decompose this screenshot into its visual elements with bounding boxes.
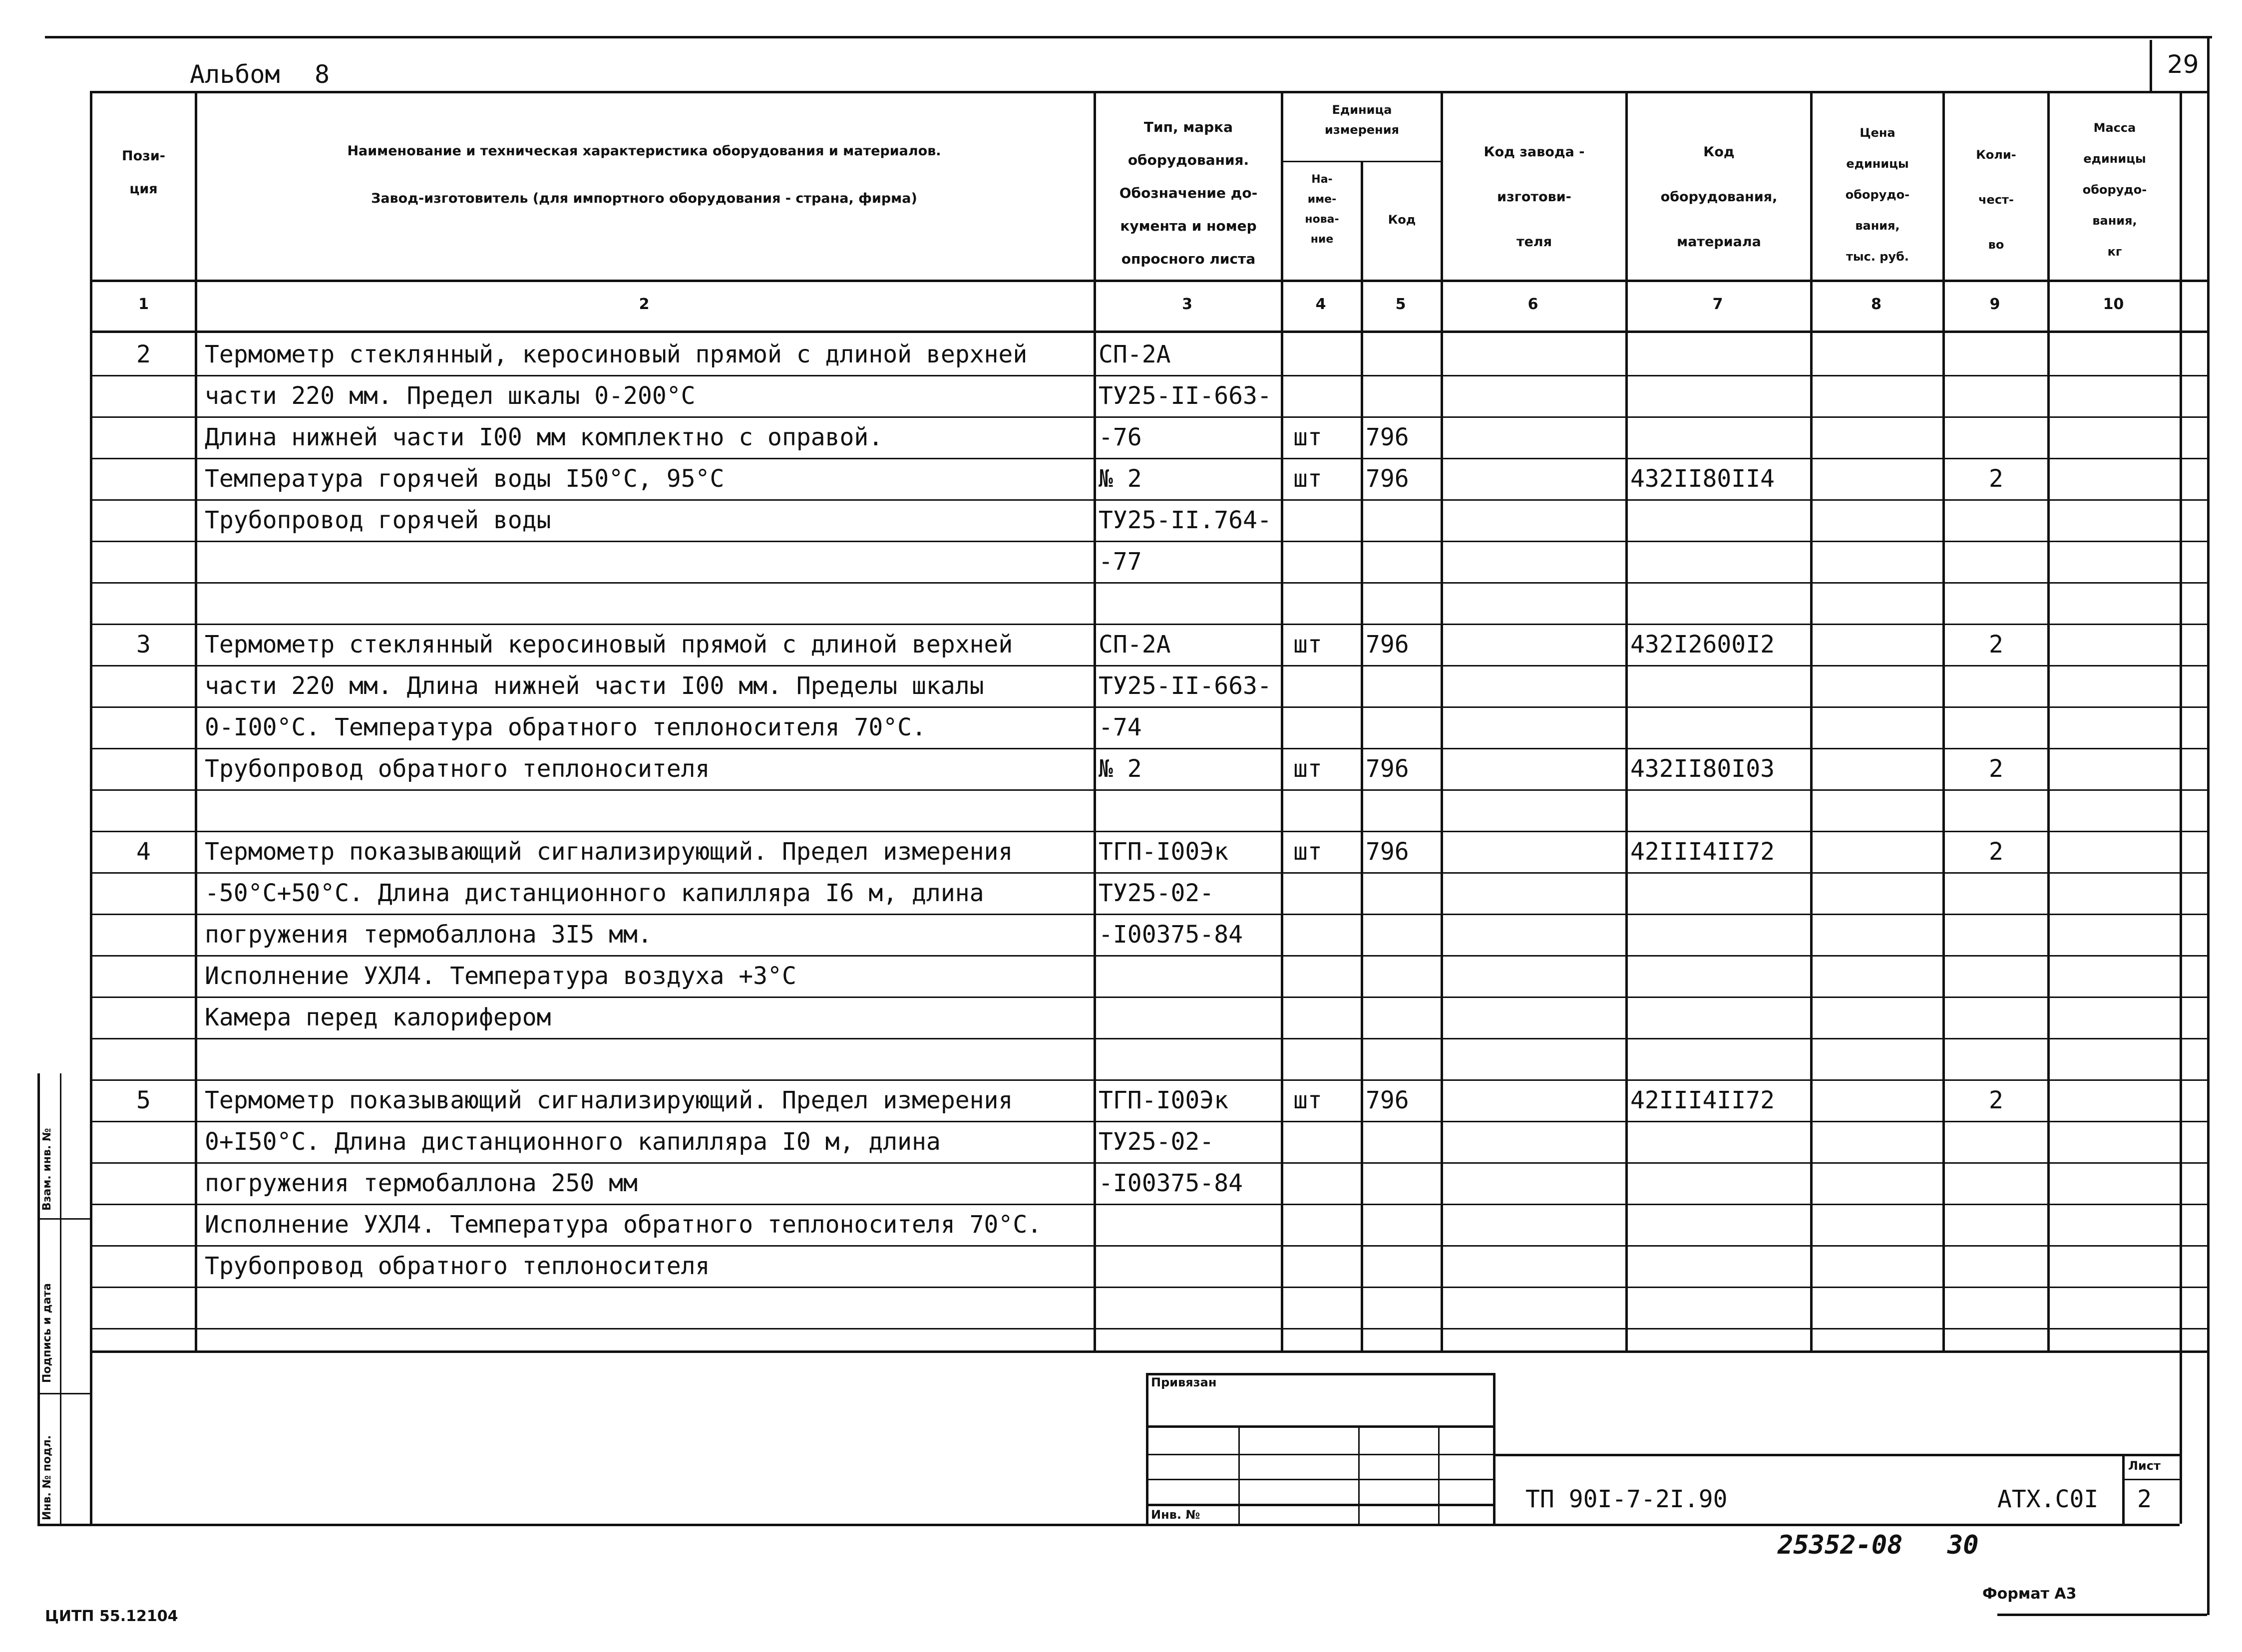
cell-name: 0-I00°С. Температура обратного теплоносителя 70°С. [205, 713, 926, 741]
row-separator [90, 624, 2207, 625]
format-label: Формат А3 [1982, 1585, 2077, 1603]
side-strip-div1 [37, 1393, 90, 1394]
row-separator [90, 541, 2207, 542]
row-separator [90, 1328, 2207, 1329]
cell-unit: шт [1293, 1086, 1322, 1114]
archive-number: 25352-08 [1778, 1530, 1903, 1560]
col-line-4 [1361, 161, 1363, 1351]
cell-name: Трубопровод обратного теплоносителя [205, 1252, 710, 1280]
side-label-vzam: Взам. инв. № [41, 1128, 53, 1211]
sheet-number-box-left [2150, 40, 2152, 92]
cell-type: № 2 [1099, 755, 1142, 783]
cell-qty: 2 [1989, 1086, 2003, 1114]
cell-name: части 220 мм. Предел шкалы 0-200°С [205, 382, 696, 410]
cell-type: ТГП-I00Эк [1099, 1086, 1229, 1114]
cell-equip: 432II80II4 [1630, 465, 1775, 493]
stamp-left [1146, 1373, 1148, 1524]
cell-name: Термометр показывающий сигнализирующий. Предел измерения [205, 1086, 1013, 1114]
cell-name: 0+I50°С. Длина дистанционного капилляра I0 м, длина [205, 1128, 941, 1156]
cell-name: -50°С+50°С. Длина дистанционного капилляра I6 м, длина [205, 879, 984, 907]
col6-header: Код завода - изготови- теля [1484, 144, 1585, 250]
row-separator [90, 996, 2207, 998]
cell-qty: 2 [1989, 838, 2003, 866]
org-code: ЦИТП 55.12104 [45, 1608, 178, 1625]
cell-equip: 42III4II72 [1630, 838, 1775, 866]
list-box-divider [2122, 1479, 2180, 1480]
row-separator [90, 1038, 2207, 1039]
row-separator [90, 706, 2207, 708]
stamp-right [1493, 1373, 1495, 1524]
cell-name: Камера перед калорифером [205, 1003, 551, 1031]
colnum-10: 10 [2103, 296, 2124, 313]
colnum-4: 4 [1315, 296, 1326, 313]
row-separator [90, 955, 2207, 957]
cell-name: Трубопровод обратного теплоносителя [205, 755, 710, 783]
colnum-8: 8 [1871, 296, 1881, 313]
cell-type: -I00375-84 [1099, 921, 1243, 949]
row-separator [90, 1287, 2207, 1288]
side-strip-div2 [37, 1218, 90, 1220]
cell-name: части 220 мм. Длина нижней части I00 мм. Пределы шкалы [205, 672, 984, 700]
cell-type: ТУ25-02- [1099, 879, 1214, 907]
row-separator [90, 748, 2207, 749]
table-top [90, 91, 2207, 93]
colnum-5: 5 [1395, 296, 1406, 313]
list-box-left [2122, 1454, 2125, 1524]
stamp-row4 [1146, 1504, 1495, 1506]
row-separator [90, 582, 2207, 584]
col5-header: Код [1388, 213, 1416, 227]
cell-name: Исполнение УХЛ4. Температура воздуха +3°С [205, 962, 796, 990]
row-separator [90, 416, 2207, 418]
colnum-1: 1 [138, 296, 149, 313]
table-bottom [90, 1350, 2207, 1353]
row-separator [90, 831, 2207, 832]
col3-header: Тип, марка оборудования. Обозначение до- кумента и номер опросного листа [1119, 119, 1258, 267]
side-strip-bottom [37, 1524, 90, 1526]
col10-header: Масса единицы оборудо- вания, кг [2082, 121, 2147, 259]
title-block-top [1493, 1454, 2180, 1456]
cell-qty: 2 [1989, 755, 2003, 783]
cell-name: Термометр показывающий сигнализирующий. Предел измерения [205, 838, 1013, 866]
cell-unit: шт [1293, 423, 1322, 451]
cell-equip: 42III4II72 [1630, 1086, 1775, 1114]
cell-type: -I00375-84 [1099, 1169, 1243, 1197]
cell-code: 796 [1366, 631, 1409, 659]
col7-header: Код оборудования, материала [1660, 144, 1778, 250]
cell-name: Термометр стеклянный, керосиновый прямой с длиной верхней [205, 340, 1028, 368]
col1-header: Пози- ция [122, 148, 165, 197]
row-separator [90, 1245, 2207, 1247]
cell-type: СП-2А [1099, 340, 1171, 368]
col4-header: На- име- нова- ние [1305, 173, 1339, 246]
col9-header: Коли- чест- во [1976, 148, 2016, 252]
cell-qty: 2 [1989, 631, 2003, 659]
stamp-col1 [1238, 1425, 1240, 1524]
album-number: 8 [315, 60, 330, 89]
row-separator [90, 1162, 2207, 1164]
colnum-6: 6 [1527, 296, 1538, 313]
right-frame [2207, 37, 2210, 1615]
cell-name: погружения термобаллона 250 мм [205, 1169, 638, 1197]
cell-type: № 2 [1099, 465, 1142, 493]
colnum-7: 7 [1712, 296, 1723, 313]
col8-header: Цена единицы оборудо- вания, тыс. руб. [1845, 126, 1910, 264]
cell-name: Исполнение УХЛ4. Температура обратного теплоносителя 70°С. [205, 1211, 1042, 1239]
stamp-row3 [1146, 1479, 1495, 1480]
cell-unit: шт [1293, 465, 1322, 493]
col2-header-line2: Завод-изготовитель (для импортного оборудования - страна, фирма) [371, 191, 917, 206]
row-separator [90, 872, 2207, 874]
cell-equip: 432I2600I2 [1630, 631, 1775, 659]
cell-type: ТУ25-II-663- [1099, 382, 1272, 410]
side-strip-left [37, 1073, 40, 1524]
cell-type: -77 [1099, 548, 1142, 576]
cell-name: Температура горячей воды I50°С, 95°С [205, 465, 725, 493]
side-label-inv-podl: Инв. № подл. [41, 1435, 53, 1520]
row-separator [90, 789, 2207, 791]
cell-equip: 432II80I03 [1630, 755, 1775, 783]
cell-code: 796 [1366, 423, 1409, 451]
archive-page: 30 [1947, 1530, 1979, 1560]
row-separator [90, 914, 2207, 915]
cell-type: ТУ25-II-663- [1099, 672, 1272, 700]
side-label-podpis: Подпись и дата [41, 1283, 53, 1383]
col45-header: Единица измерения [1325, 103, 1399, 137]
cell-code: 796 [1366, 1086, 1409, 1114]
cell-type: ТУ25-II.764- [1099, 506, 1272, 534]
table-frame-bottom [90, 1524, 2180, 1526]
list-label: Лист [2128, 1459, 2161, 1473]
album-label: Альбом [190, 60, 280, 89]
row-separator [90, 375, 2207, 376]
colnum-3: 3 [1182, 296, 1192, 313]
row-separator [90, 499, 2207, 501]
doc-mark: АТХ.С0I [1997, 1485, 2099, 1513]
cell-type: СП-2А [1099, 631, 1171, 659]
cell-type: ТУ25-02- [1099, 1128, 1214, 1156]
cell-type: -74 [1099, 713, 1142, 741]
bottom-frame [1997, 1614, 2207, 1616]
cell-pos: 4 [136, 838, 151, 866]
row-separator [90, 1121, 2207, 1122]
cell-unit: шт [1293, 838, 1322, 866]
cell-pos: 3 [136, 631, 151, 659]
stamp-row2 [1146, 1454, 1495, 1455]
cell-name: Длина нижней части I00 мм комплектно с оправой. [205, 423, 883, 451]
privyazan-label: Привязан [1151, 1375, 1217, 1389]
cell-name: Трубопровод горячей воды [205, 506, 551, 534]
stamp-col3 [1438, 1425, 1440, 1524]
cell-unit: шт [1293, 631, 1322, 659]
cell-qty: 2 [1989, 465, 2003, 493]
cell-type: ТГП-I00Эк [1099, 838, 1229, 866]
cell-pos: 2 [136, 340, 151, 368]
side-strip-mid [60, 1073, 61, 1524]
cell-code: 796 [1366, 465, 1409, 493]
cell-unit: шт [1293, 755, 1322, 783]
cell-code: 796 [1366, 755, 1409, 783]
cell-pos: 5 [136, 1086, 151, 1114]
doc-code: ТП 90I-7-2I.90 [1525, 1485, 1728, 1513]
stamp-row1 [1146, 1425, 1495, 1428]
list-number: 2 [2137, 1485, 2152, 1513]
col2-header-line1: Наименование и техническая характеристика оборудования и материалов. [347, 143, 941, 159]
cell-type: -76 [1099, 423, 1142, 451]
cell-name: погружения термобаллона 3I5 мм. [205, 921, 652, 949]
cell-code: 796 [1366, 838, 1409, 866]
cell-name: Термометр стеклянный керосиновый прямой с длиной верхней [205, 631, 1013, 659]
colnum-2: 2 [639, 296, 650, 313]
col-line-10 [2180, 91, 2182, 1524]
row-separator [90, 1204, 2207, 1205]
stamp-col2 [1358, 1425, 1360, 1524]
sheet-number: 29 [2167, 50, 2199, 79]
inv-no-label: Инв. № [1151, 1508, 1200, 1522]
header-bottom [90, 280, 2207, 282]
top-rule [45, 36, 2212, 38]
row-separator [90, 458, 2207, 459]
row-separator [90, 1079, 2207, 1081]
row-separator [90, 665, 2207, 666]
colnum-9: 9 [1989, 296, 2000, 313]
colnum-bottom [90, 330, 2207, 333]
